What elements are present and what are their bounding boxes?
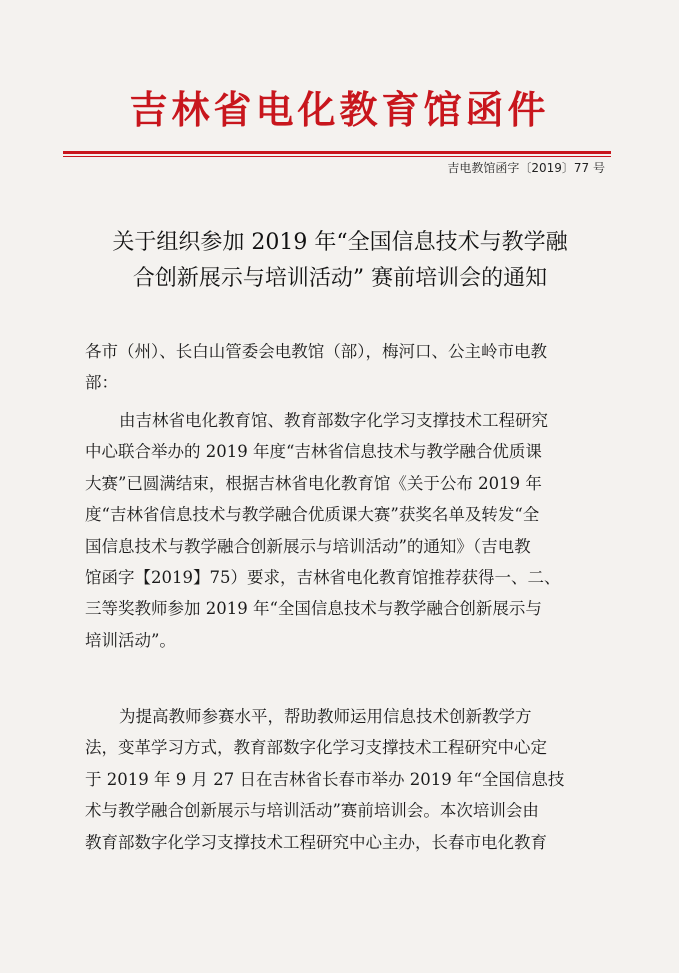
addressee bbox=[85, 336, 605, 399]
paragraph-1 bbox=[85, 405, 605, 656]
letterhead-red-rule-thin bbox=[63, 156, 611, 157]
letterhead-red-rule-thick bbox=[63, 151, 611, 154]
paragraph-line: 为提高教师参赛水平，帮助教师运用信息技术创新教学方 bbox=[119, 707, 532, 726]
paragraph-line: 中心联合举办的 2019 年度“吉林省信息技术与教学融合优质课 bbox=[85, 442, 542, 462]
paragraph-line: 术与教学融合创新展示与培训活动”赛前培训会。本次培训会由 bbox=[85, 801, 539, 821]
paragraph-line: 度“吉林省信息技术与教学融合优质课大赛”获奖名单及转发“全 bbox=[85, 505, 540, 525]
paragraph-line: 法，变革学习方式，教育部数字化学习支撑技术工程研究中心定 bbox=[85, 738, 547, 758]
paragraph-line: 国信息技术与教学融合创新展示与培训活动”的通知》（吉电教 bbox=[85, 536, 531, 556]
paragraph-2 bbox=[85, 701, 605, 858]
paragraph-line: 教育部数字化学习支撑技术工程研究中心主办，长春市电化教育 bbox=[85, 832, 547, 852]
notice-title-line: 关于组织参加 2019 年“全国信息技术与教学融 bbox=[112, 230, 568, 255]
letterhead-title: 吉林省电化教育馆函件 bbox=[129, 87, 550, 132]
paragraph-line: 大赛”已圆满结束，根据吉林省电化教育馆《关于公布 2019 年 bbox=[85, 473, 542, 493]
paragraph-line: 馆函字【2019】75）要求，吉林省电化教育馆推荐获得一、二、 bbox=[85, 568, 561, 588]
addressee-line: 各市（州）、长白山管委会电教馆（部），梅河口、公主岭市电教 bbox=[85, 342, 547, 361]
notice-title bbox=[60, 225, 620, 297]
notice-title-line: 合创新展示与培训活动” 赛前培训会的通知 bbox=[132, 266, 548, 291]
paragraph-line: 培训活动”。 bbox=[85, 630, 176, 650]
paragraph-line: 由吉林省电化教育馆、教育部数字化学习支撑技术工程研究 bbox=[119, 411, 548, 430]
document-number: 吉电教馆函字〔2019〕77 号 bbox=[447, 161, 605, 175]
paragraph-line: 于 2019 年 9 月 27 日在吉林省长春市举办 2019 年“全国信息技 bbox=[85, 769, 565, 789]
paragraph-line: 三等奖教师参加 2019 年“全国信息技术与教学融合创新展示与 bbox=[85, 599, 542, 619]
addressee-line: 部： bbox=[85, 373, 118, 393]
